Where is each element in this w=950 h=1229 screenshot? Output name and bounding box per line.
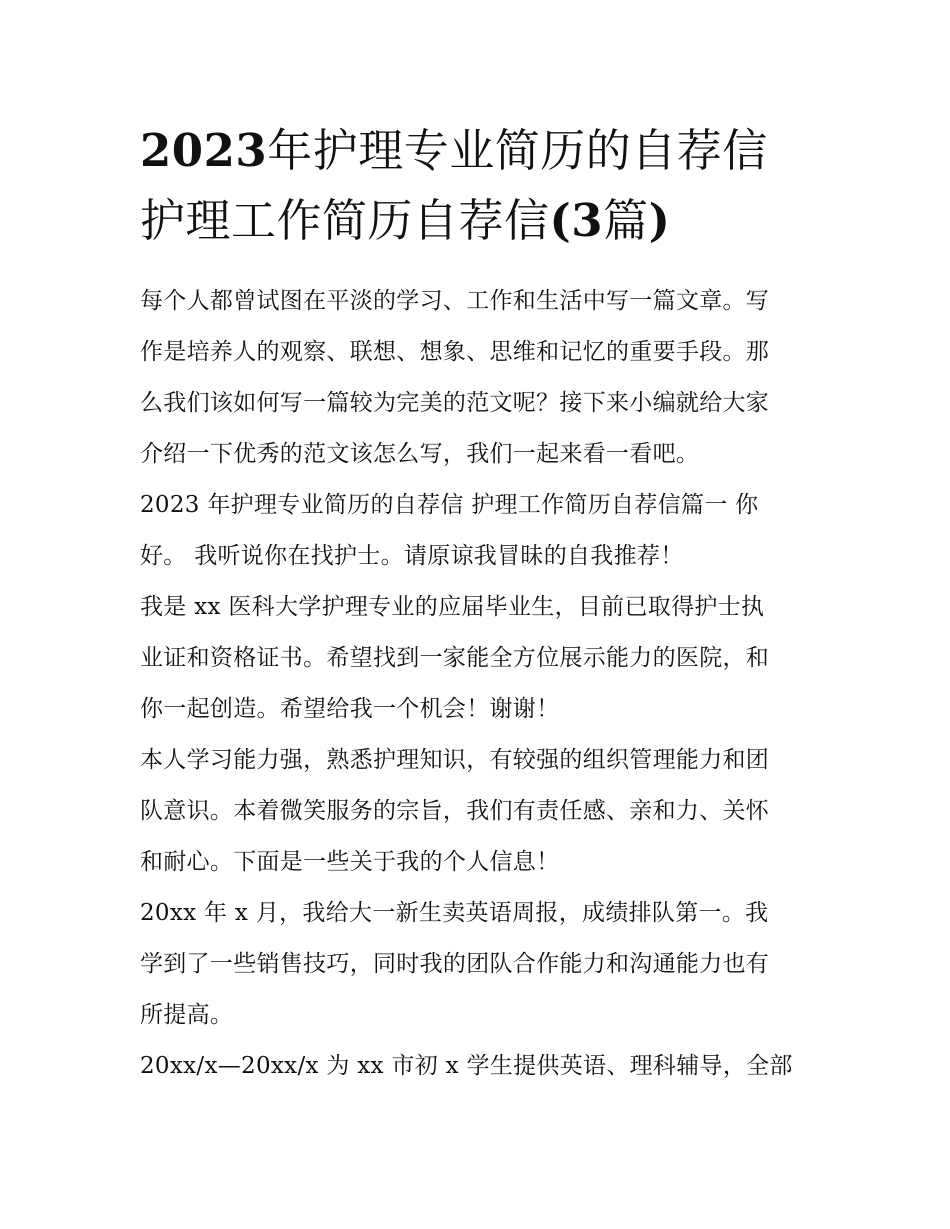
text-line: 学到了一些销售技巧，同时我的团队合作能力和沟通能力也有 xyxy=(140,951,770,977)
title-paren-close: ) xyxy=(648,194,671,247)
text-line: 本人学习能力强，熟悉护理知识，有较强的组织管理能力和团 xyxy=(140,747,770,773)
title-text-2: 护理工作简历自荐信 xyxy=(140,194,550,247)
text-line: 每个人都曾试图在平淡的学习、工作和生活中写一篇文章。写 xyxy=(140,288,770,314)
text-line: 20xx/x—20xx/x 为 xx 市初 x 学生提供英语、理科辅导，全部 xyxy=(140,1053,793,1079)
paragraph-greeting xyxy=(140,480,815,582)
text-line: 好。 我听说你在找护士。请原谅我冒昧的自我推荐！ xyxy=(140,543,684,569)
text-line: 和耐心。下面是一些关于我的个人信息！ xyxy=(140,849,560,875)
paragraph-experience-sales xyxy=(140,888,815,1041)
document-page xyxy=(140,0,815,1229)
text-line: 作是培养人的观察、联想、想象、思维和记忆的重要手段。那 xyxy=(140,339,770,365)
paragraph-intro xyxy=(140,276,815,480)
text-line: 2023 年护理专业简历的自荐信 护理工作简历自荐信篇一 你 xyxy=(140,492,759,518)
title-text-1: 年护理专业简历的自荐信 xyxy=(267,124,768,177)
text-line: 么我们该如何写一篇较为完美的范文呢？接下来小编就给大家 xyxy=(140,390,770,416)
text-line: 所提高。 xyxy=(140,1002,234,1028)
title-unit: 篇 xyxy=(603,194,649,247)
text-line: 业证和资格证书。希望找到一家能全方位展示能力的医院，和 xyxy=(140,645,770,671)
paragraph-abilities xyxy=(140,735,815,888)
text-line: 你一起创造。希望给我一个机会！谢谢！ xyxy=(140,696,560,722)
text-line: 介绍一下优秀的范文该怎么写，我们一起来看一看吧。 xyxy=(140,441,700,467)
document-title xyxy=(140,116,815,256)
text-line: 我是 xx 医科大学护理专业的应届毕业生，目前已取得护士执 xyxy=(140,594,765,620)
text-line: 队意识。本着微笑服务的宗旨，我们有责任感、亲和力、关怀 xyxy=(140,798,770,824)
text-line: 20xx 年 x 月，我给大一新生卖英语周报，成绩排队第一。我 xyxy=(140,900,769,926)
paragraph-experience-tutoring xyxy=(140,1041,815,1092)
title-count: (3 xyxy=(549,194,604,247)
document-body xyxy=(140,276,815,1092)
title-line-2 xyxy=(140,186,815,256)
title-year: 2023 xyxy=(140,124,268,177)
paragraph-education xyxy=(140,582,815,735)
title-line-1 xyxy=(140,116,815,186)
